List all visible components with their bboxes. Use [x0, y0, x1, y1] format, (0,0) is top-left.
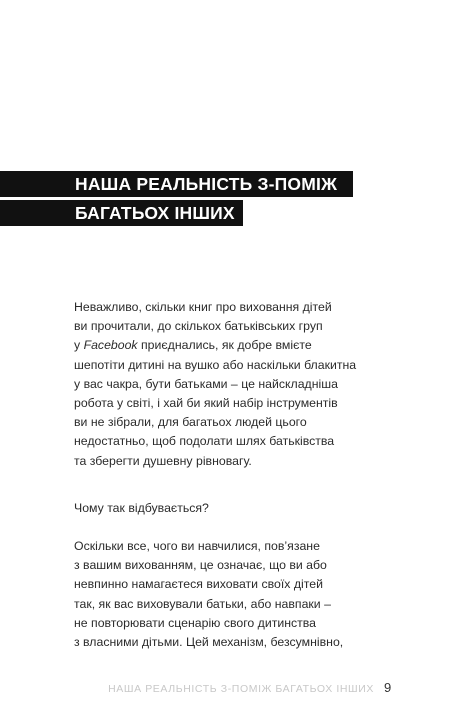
paragraph-line: так, як вас виховували батьки, або навпаки –: [74, 596, 331, 611]
paragraph-3: [74, 537, 404, 652]
paragraph-line: Неважливо, скільки книг про виховання дітей: [74, 300, 332, 314]
chapter-heading-line-2: БАГАТЬОХ ІНШИХ: [0, 200, 243, 226]
paragraph-line: Оскільки все, чого ви навчилися, пов’язане: [74, 539, 320, 553]
paragraph-line: Чому так відбувається?: [74, 501, 209, 515]
chapter-heading-line-1: НАША РЕАЛЬНІСТЬ З-ПОМІЖ: [0, 171, 353, 197]
paragraph-line: невпинно намагаєтеся виховати своїх дітей: [74, 577, 323, 592]
paragraph-line: ви не зібрали, для багатьох людей цього: [74, 415, 307, 430]
paragraph-text: у: [74, 338, 84, 353]
page-number: 9: [384, 680, 392, 695]
page-footer: [0, 680, 460, 698]
paragraph-line: не повторювати сценарію свого дитинства: [74, 615, 317, 630]
paragraph-line: та зберегти душевну рівновагу.: [74, 453, 252, 468]
paragraph-line: робота у світі, і хай би який набір інструментів: [74, 396, 338, 411]
paragraph-line: ви прочитали, до скількох батьківських груп: [74, 319, 323, 334]
paragraph-line: у вас чакра, бути батьками – це найскладніша: [74, 376, 338, 391]
paragraph-text: приєднались, як добре вмієте: [137, 338, 312, 353]
italic-brand-name: Facebook: [83, 338, 138, 353]
paragraph-1: [74, 298, 404, 471]
paragraph-line: з вашим вихованням, це означає, що ви або: [74, 558, 327, 573]
paragraph-line: шепотіти дитині на вушко або наскільки блакитна: [74, 357, 357, 372]
running-head: НАША РЕАЛЬНІСТЬ З-ПОМІЖ БАГАТЬОХ ІНШИХ: [108, 683, 374, 695]
paragraph-line: [74, 336, 404, 355]
paragraph-line: з власними дітьми. Цей механізм, безсумнівно,: [74, 635, 344, 650]
paragraph-2: [74, 499, 404, 518]
paragraph-line: недостатньо, щоб подолати шлях батьківства: [74, 434, 335, 449]
